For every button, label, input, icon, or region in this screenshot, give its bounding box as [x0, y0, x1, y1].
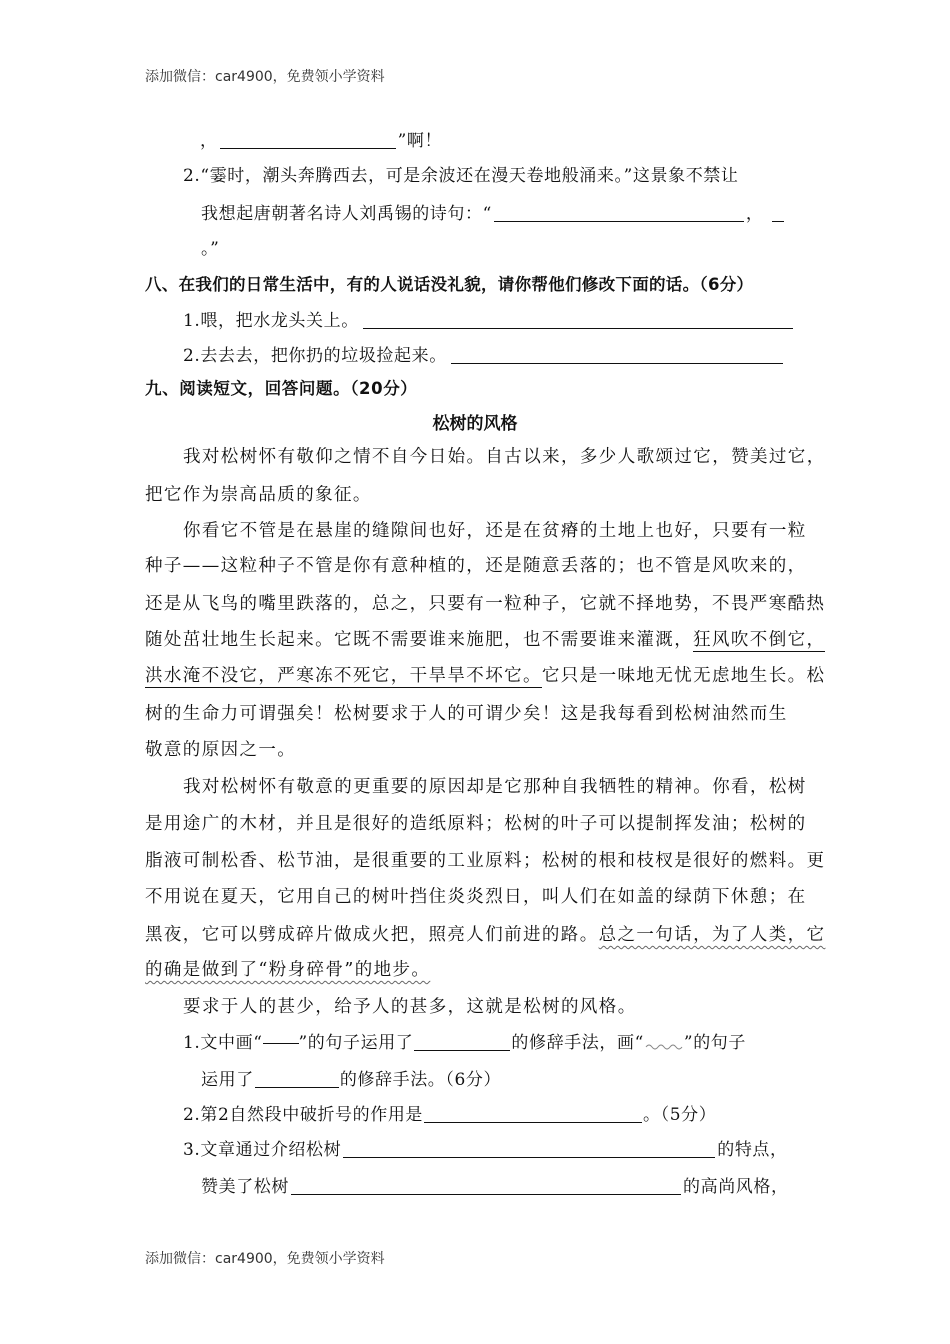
q3-line2 [201, 1172, 789, 1197]
answer-blank[interactable] [255, 1070, 339, 1088]
answer-blank[interactable] [772, 204, 784, 222]
p3-line5-plain: 黑夜，它可以劈成碎片做成火把，照亮人们前进的路。 [145, 925, 599, 945]
p2-line4-underlined: 狂风吹不倒它， [693, 630, 826, 650]
p2-line5-plain: 它只是一味地无忧无虑地生长。松 [541, 666, 826, 686]
q1-a: 1.文中画“ [183, 1033, 263, 1053]
q2-b: 。（5分） [643, 1105, 717, 1125]
p2-line4 [145, 626, 825, 651]
p3-line1: 我对松树怀有敬意的更重要的原因却是它那种自我牺牲的精神。你看，松树 [183, 777, 807, 797]
answer-blank[interactable] [220, 131, 396, 149]
p3-line4: 不用说在夏天，它用自己的树叶挡住炎炎烈日，叫人们在如盖的绿荫下休憩；在 [145, 887, 807, 907]
answer-blank[interactable] [363, 311, 793, 329]
s7-q2-line2-pre: 我想起唐朝著名诗人刘禹锡的诗句：“ [201, 204, 492, 224]
p3-line6-wavy: 的确是做到了“粉身碎骨”的地步。 [145, 960, 431, 980]
p1-line1: 我对松树怀有敬仰之情不自今日始。自古以来，多少人歌颂过它，赞美过它， [183, 447, 826, 467]
s7-q2-line2 [201, 199, 784, 224]
watermark-bottom: 添加微信：car4900，免费领小学资料 [145, 1251, 385, 1267]
straight-line-sample [263, 1033, 299, 1044]
wavy-line-sample [644, 1036, 684, 1056]
p2-line6: 树的生命力可谓强矣！松树要求于人的可谓少矣！这是我每看到松树油然而生 [145, 704, 788, 724]
q2-a: 2.第2自然段中破折号的作用是 [183, 1105, 424, 1125]
p3-line3: 脂液可制松香、松节油，是很重要的工业原料；松树的根和枝杈是很好的燃料。更 [145, 851, 826, 871]
q1-line1 [183, 1028, 746, 1056]
s7-q2-line2-mid: ， [745, 204, 764, 224]
q3-b: 的特点， [717, 1140, 788, 1160]
s7-line0-post: ”啊！ [397, 131, 443, 151]
s7-q2-line3: 。” [201, 239, 220, 259]
s8-q1 [183, 306, 793, 331]
answer-blank[interactable] [451, 346, 783, 364]
q1-line2 [201, 1065, 501, 1090]
answer-blank[interactable] [291, 1177, 681, 1195]
passage-title: 松树的风格 [432, 414, 518, 434]
p2-line1: 你看它不管是在悬崖的缝隙间也好，还是在贫瘠的土地上也好，只要有一粒 [183, 521, 807, 541]
s7-line0 [200, 126, 442, 151]
q1-f: 的修辞手法。（6分） [339, 1070, 502, 1090]
p1-line2: 把它作为崇高品质的象征。 [145, 485, 372, 505]
answer-blank[interactable] [343, 1140, 715, 1158]
p2-line2: 种子——这粒种子不管是你有意种植的，还是随意丢落的；也不管是风吹来的， [145, 556, 807, 576]
q1-e: 运用了 [201, 1070, 254, 1090]
answer-blank[interactable] [414, 1033, 510, 1051]
s7-q2-line1: 2.“霎时，潮头奔腾西去，可是余波还在漫天卷地般涌来。”这景象不禁让 [183, 166, 739, 186]
q3-line1 [183, 1135, 788, 1160]
p2-line7: 敬意的原因之一。 [145, 740, 297, 760]
section9-heading: 九、阅读短文，回答问题。（20分） [145, 379, 418, 398]
answer-blank[interactable] [494, 204, 744, 222]
p2-line5 [145, 662, 825, 687]
p3-line5-wavy: 总之一句话，为了人类，它 [598, 925, 826, 945]
p2-line3: 还是从飞鸟的嘴里跌落的，总之，只要有一粒种子，它就不择地势，不畏严寒酷热 [145, 594, 826, 614]
p3-line6 [145, 956, 430, 981]
p3-line2: 是用途广的木材，并且是很好的造纸原料；松树的叶子可以提制挥发油；松树的 [145, 814, 807, 834]
answer-blank[interactable] [424, 1105, 642, 1123]
q1-b: ”的句子运用了 [298, 1033, 414, 1053]
q3-d: 的高尚风格， [683, 1177, 789, 1197]
p4: 要求于人的甚少，给予人的甚多，这就是松树的风格。 [183, 997, 637, 1017]
s8-q2-text: 2.去去去，把你扔的垃圾捡起来。 [183, 346, 447, 366]
p3-line5 [145, 921, 825, 946]
p2-line5-underlined: 洪水淹不没它，严寒冻不死它，干旱旱不坏它。 [145, 666, 542, 686]
q3-a: 3.文章通过介绍松树 [183, 1140, 342, 1160]
q3-c: 赞美了松树 [201, 1177, 289, 1197]
p2-line4-plain: 随处茁壮地生长起来。它既不需要谁来施肥，也不需要谁来灌溉， [145, 630, 694, 650]
s8-q1-text: 1.喂，把水龙头关上。 [183, 311, 359, 331]
q1-d: ”的句子 [683, 1033, 746, 1053]
s8-q2 [183, 341, 783, 366]
q2 [183, 1100, 716, 1125]
section8-heading: 八、在我们的日常生活中，有的人说话没礼貌，请你帮他们修改下面的话。（6分） [145, 275, 754, 294]
s7-line0-pre: ， [200, 131, 218, 151]
q1-c: 的修辞手法，画“ [511, 1033, 644, 1053]
watermark-top: 添加微信：car4900，免费领小学资料 [145, 69, 385, 85]
